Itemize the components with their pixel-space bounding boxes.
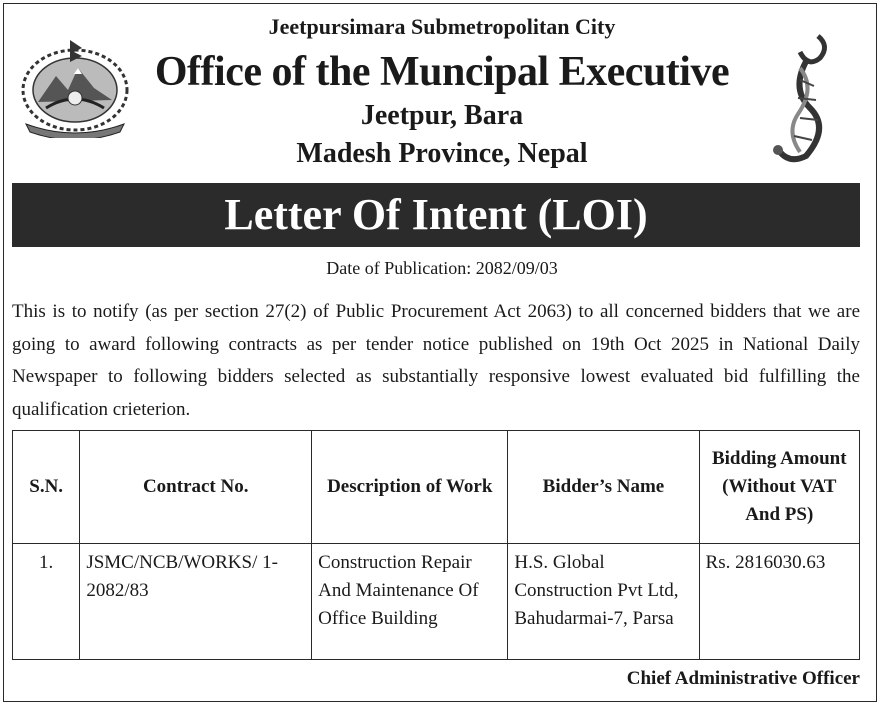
province-name: Madesh Province, Nepal <box>296 138 588 169</box>
contracts-table <box>12 430 860 660</box>
cell-sn: 1. <box>13 544 80 660</box>
table-header-row <box>13 431 860 544</box>
signatory-title: Chief Administrative Officer <box>626 668 860 689</box>
cell-contract-no: JSMC/NCB/WORKS/ 1-2082/83 <box>80 544 312 660</box>
table-row <box>13 544 860 660</box>
header-bidder-name: Bidder’s Name <box>508 431 699 544</box>
header-bidding-amount: Bidding Amount (Without VAT And PS) <box>699 431 859 544</box>
city-name: Jeetpursimara Submetropolitan City <box>268 14 616 39</box>
cell-bidder-name: H.S. Global Construction Pvt Ltd, Bahudarmai-7, Parsa <box>508 544 699 660</box>
office-name: Office of the Muncipal Executive <box>154 49 730 95</box>
cell-description: Construction Repair And Maintenance Of Office Building <box>312 544 508 660</box>
header-contract-no: Contract No. <box>80 431 312 544</box>
header-sn: S.N. <box>13 431 80 544</box>
office-location: Jeetpur, Bara <box>360 100 524 131</box>
letterhead <box>0 0 884 182</box>
header-description: Description of Work <box>312 431 508 544</box>
publication-date: Date of Publication: 2082/09/03 <box>326 258 558 278</box>
cell-bidding-amount: Rs. 2816030.63 <box>699 544 859 660</box>
municipality-logo-icon <box>760 28 844 168</box>
notice-paragraph: This is to notify (as per section 27(2) of Public Procurement Act 2063) to all concerned bidders that we are going to award following contracts as per tender notice published on 19th Oct 2025 in National Daily Newspaper to following bidders selected as substantially responsive lowest evaluated bid fulfilling the qualification crieterion. <box>12 301 860 420</box>
loi-banner: Letter Of Intent (LOI) <box>12 183 860 247</box>
